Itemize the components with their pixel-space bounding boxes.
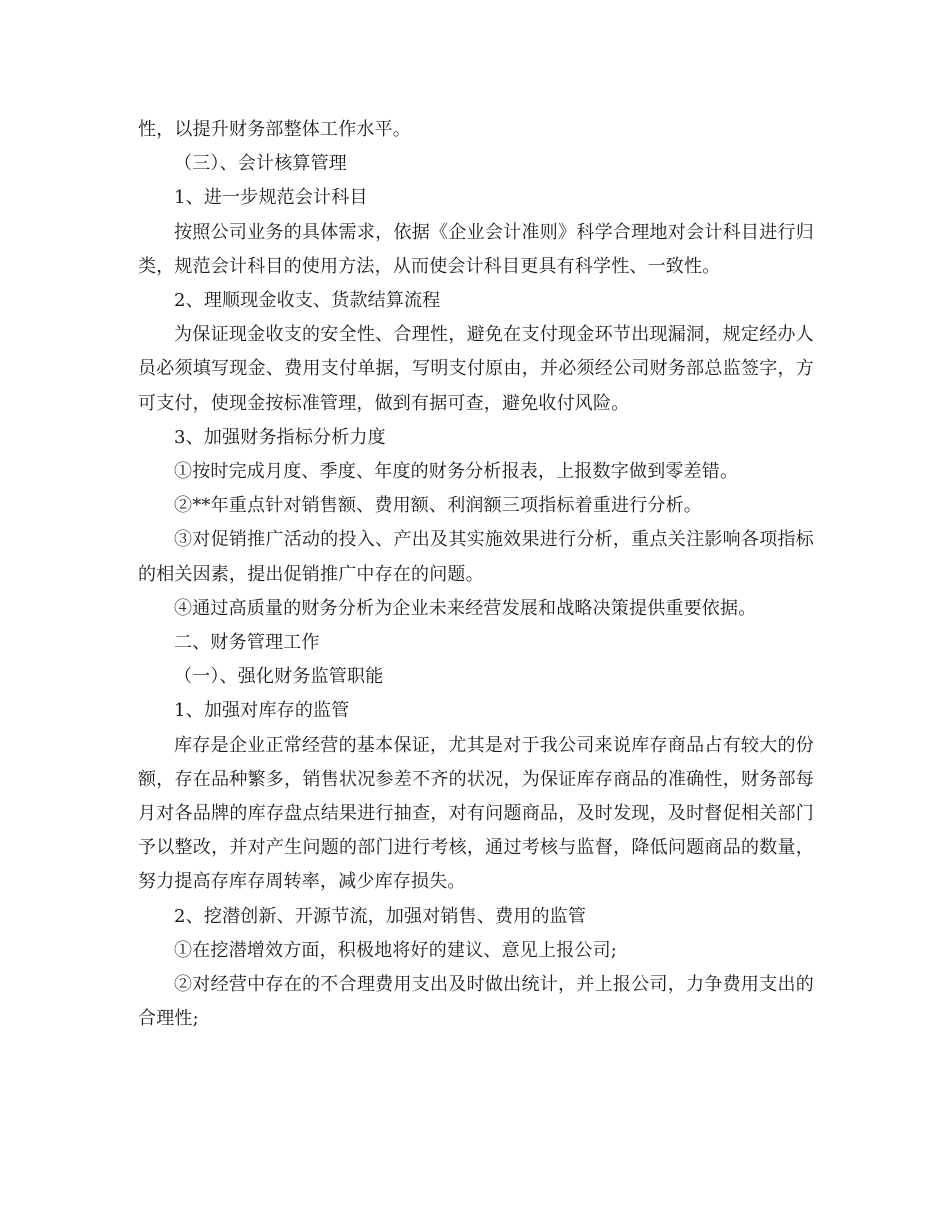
subsection-heading: 1、进一步规范会计科目 bbox=[174, 187, 368, 209]
subsection-heading: 2、理顺现金收支、货款结算流程 bbox=[174, 290, 441, 312]
list-item: ③对促销推广活动的投入、产出及其实施效果进行分析，重点关注影响各项指标的相关因素，提出促销推广中存在的问题。 bbox=[138, 529, 814, 585]
section-heading: （三）、会计核算管理 bbox=[174, 153, 347, 175]
subsection-heading: 2、挖潜创新、开源节流，加强对销售、费用的监管 bbox=[174, 905, 587, 927]
paragraph: 库存是企业正常经营的基本保证，尤其是对于我公司来说库存商品占有较大的份额，存在品种繁多，销售状况参差不齐的状况，为保证库存商品的准确性，财务部每月对各品牌的库存盘点结果进行抽查，对有问题商品，及时发现，及时督促相关部门予以整改，并对产生问题的部门进行考核，通过考核与监督，降低问题商品的数量，努力提高存库存周转率，减少库存损失。 bbox=[138, 734, 814, 893]
paragraph: 为保证现金收支的安全性、合理性，避免在支付现金环节出现漏洞，规定经办人员必须填写现金、费用支付单据，写明支付原由，并必须经公司财务部总监签字，方可支付，使现金按标准管理，做到有据可查，避免收付风险。 bbox=[138, 324, 814, 414]
list-item: ①在挖潜增效方面，积极地将好的建议、意见上报公司; bbox=[174, 939, 618, 961]
subsection-heading: 3、加强财务指标分析力度 bbox=[174, 426, 386, 448]
chapter-heading: 二、财务管理工作 bbox=[174, 632, 320, 654]
paragraph: 性，以提升财务部整体工作水平。 bbox=[138, 119, 411, 140]
list-item: ②**年重点针对销售额、费用额、利润额三项指标着重进行分析。 bbox=[174, 495, 702, 517]
list-item: ②对经营中存在的不合理费用支出及时做出统计，并上报公司，力争费用支出的合理性; bbox=[138, 974, 814, 1030]
paragraph: 按照公司业务的具体需求，依据《企业会计准则》科学合理地对会计科目进行归类，规范会计科目的使用方法，从而使会计科目更具有科学性、一致性。 bbox=[138, 221, 814, 277]
subsection-heading: 1、加强对库存的监管 bbox=[174, 700, 350, 722]
list-item: ①按时完成月度、季度、年度的财务分析报表，上报数字做到零差错。 bbox=[174, 461, 739, 483]
document-body bbox=[138, 113, 814, 1036]
list-item: ④通过高质量的财务分析为企业未来经营发展和战略决策提供重要依据。 bbox=[174, 597, 757, 619]
section-heading: （一）、强化财务监管职能 bbox=[174, 666, 384, 688]
